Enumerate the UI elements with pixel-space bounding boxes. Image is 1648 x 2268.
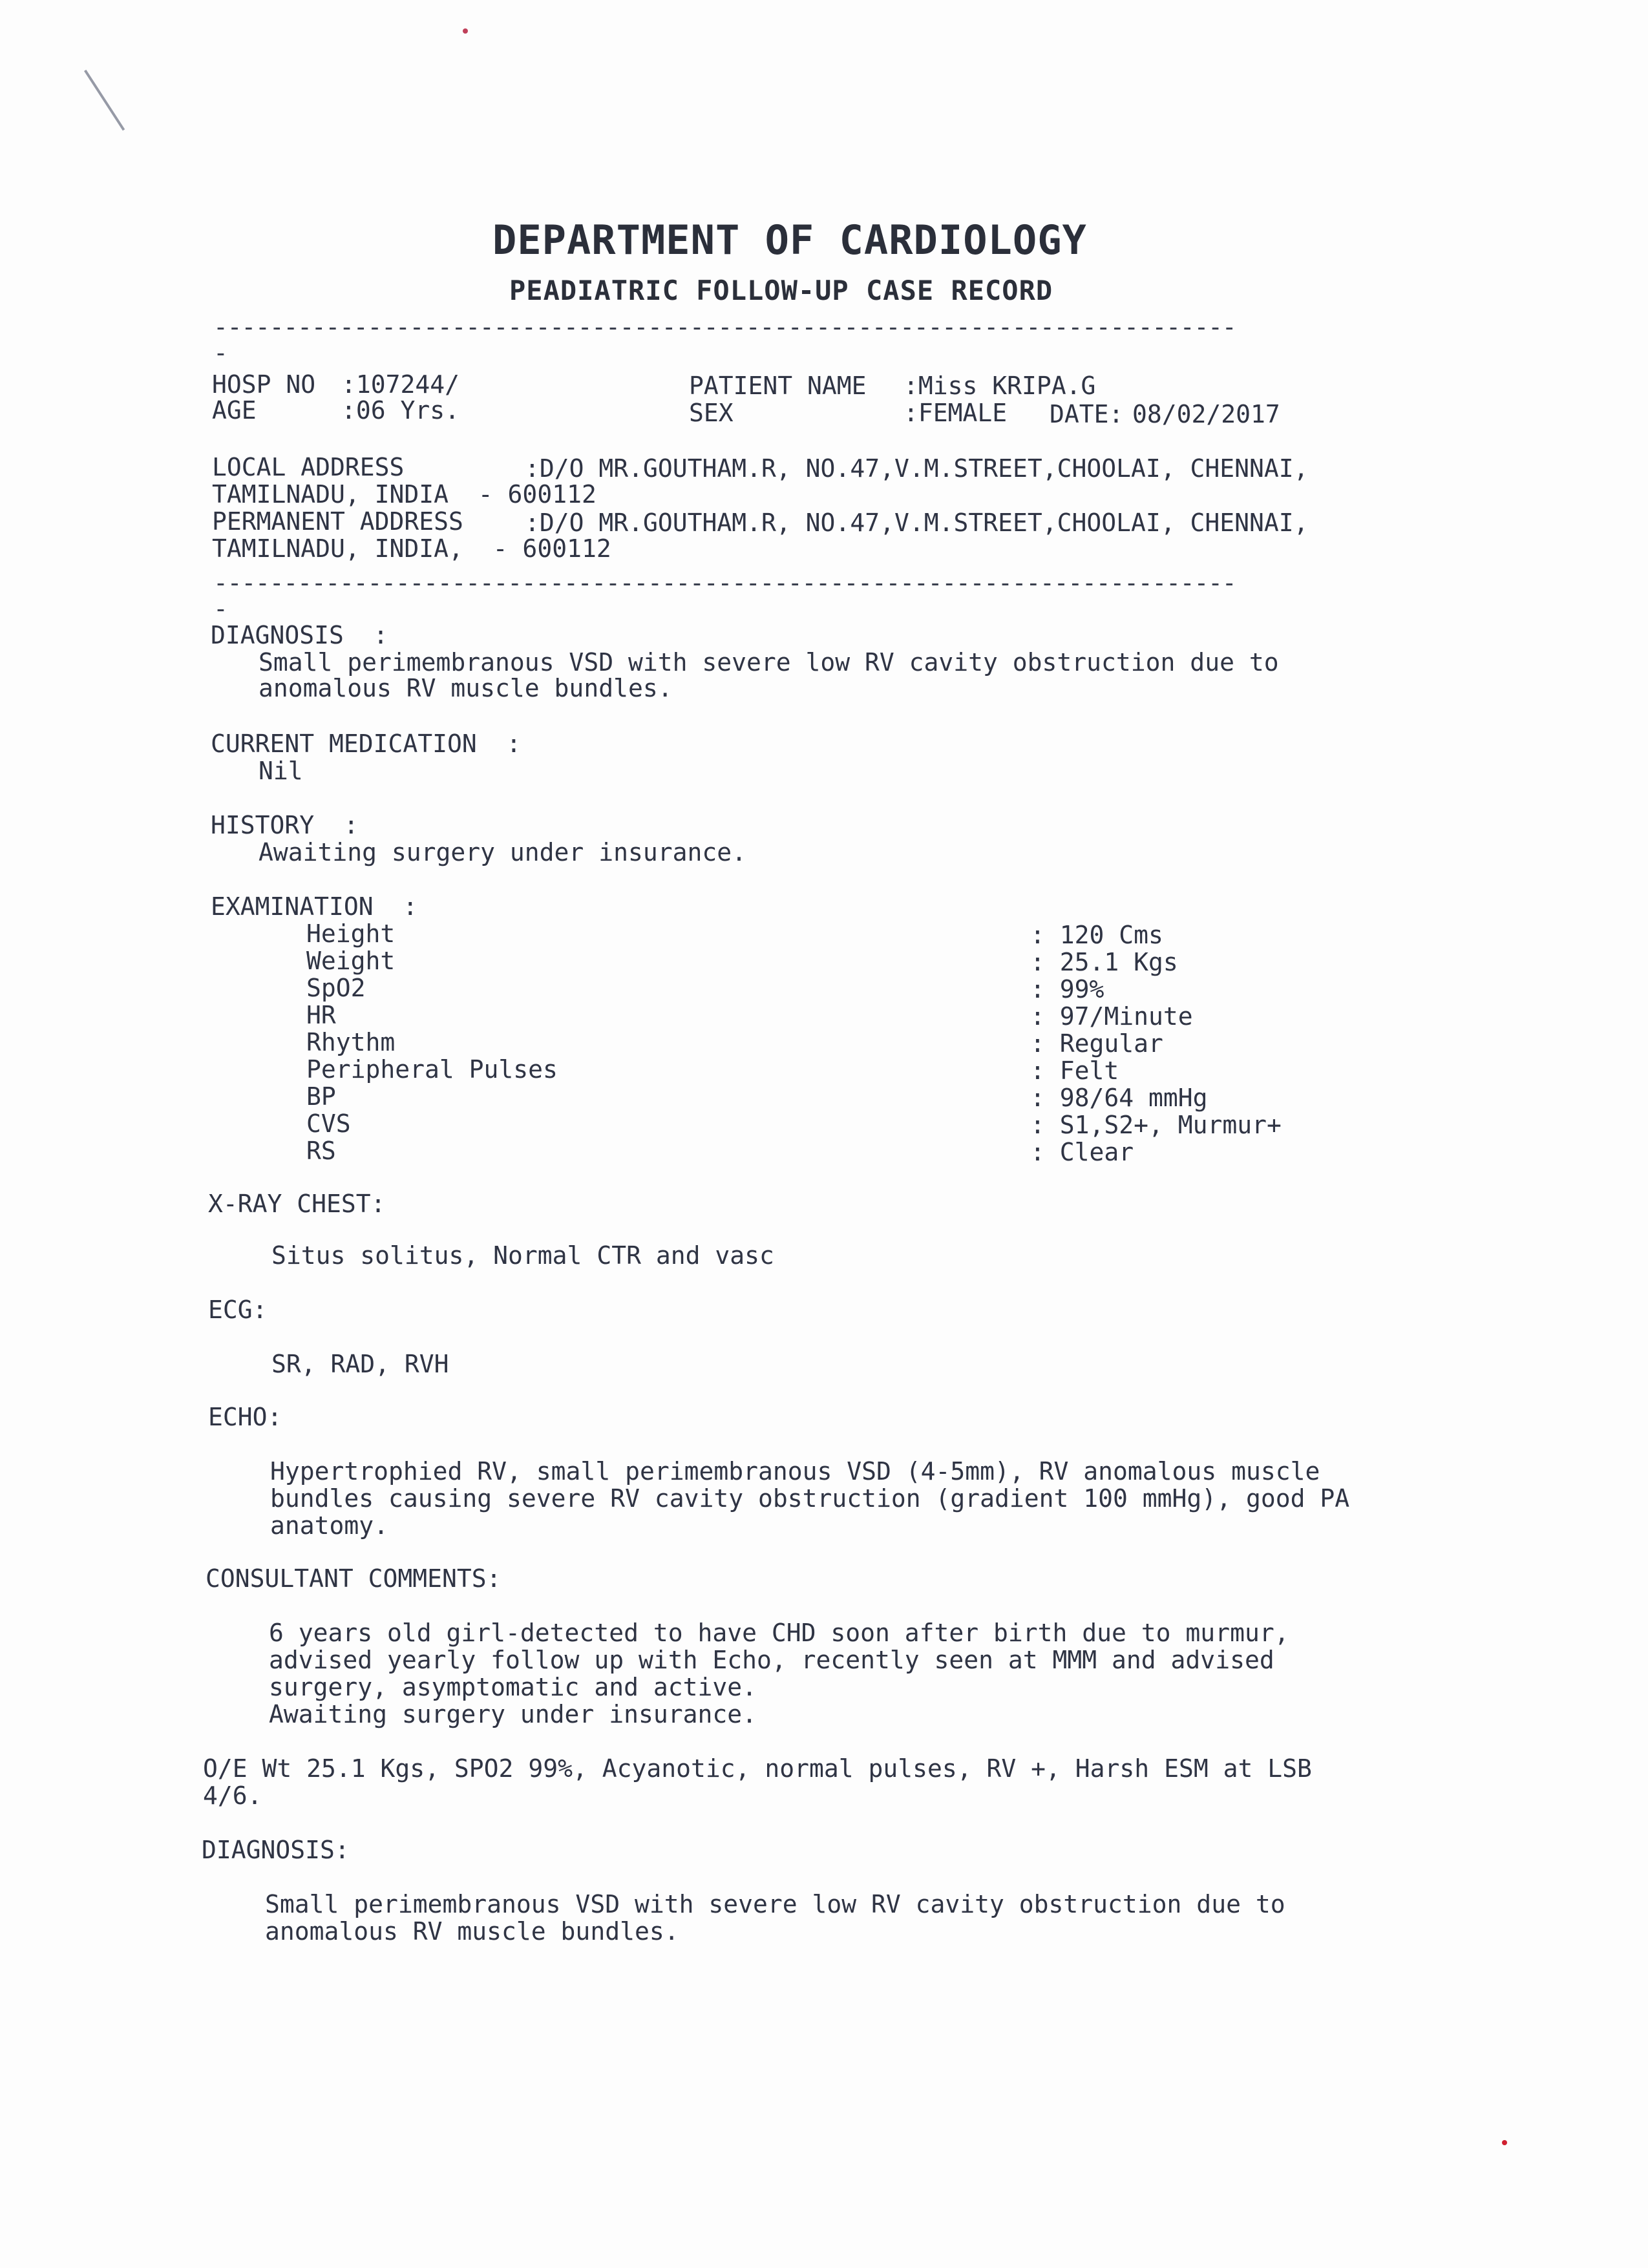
consultant-line4: Awaiting surgery under insurance. (269, 1700, 757, 1728)
medication-label: CURRENT MEDICATION : (211, 730, 522, 758)
exam-row-value: : 25.1 Kgs (1030, 948, 1178, 976)
exam-row-name: Weight (306, 947, 396, 975)
document-subtitle: PEADIATRIC FOLLOW-UP CASE RECORD (509, 275, 1053, 306)
exam-row-name: HR (306, 1001, 336, 1029)
age-value: :06 Yrs. (341, 396, 460, 425)
echo-label: ECHO: (208, 1403, 282, 1431)
exam-row-name: BP (306, 1082, 336, 1111)
local-address-line1: :D/O MR.GOUTHAM.R, NO.47,V.M.STREET,CHOOLAI, CHENNAI, (525, 454, 1309, 483)
divider-line-tail: - (213, 339, 228, 367)
history-label: HISTORY : (211, 811, 359, 839)
echo-line1: Hypertrophied RV, small perimembranous VSD (4-5mm), RV anomalous muscle (270, 1457, 1320, 1486)
exam-row-value: : S1,S2+, Murmur+ (1030, 1111, 1282, 1139)
echo-line3: anatomy. (270, 1511, 389, 1540)
ink-dot (1502, 2140, 1507, 2145)
exam-row-name: Peripheral Pulses (306, 1055, 558, 1084)
diagnosis-label: DIAGNOSIS : (211, 621, 388, 649)
exam-row-name: CVS (306, 1109, 351, 1138)
age-label: AGE (212, 396, 257, 425)
local-address-label: LOCAL ADDRESS (212, 453, 405, 481)
document-title: DEPARTMENT OF CARDIOLOGY (492, 216, 1087, 264)
date-value: 08/02/2017 (1132, 400, 1280, 428)
exam-row-name: SpO2 (306, 974, 366, 1002)
patient-name-label: PATIENT NAME (689, 372, 867, 400)
diagnosis-final-label: DIAGNOSIS: (202, 1836, 350, 1864)
exam-row-name: RS (306, 1137, 336, 1165)
exam-row-value: : Felt (1030, 1056, 1119, 1085)
divider-line: ------------------------------------------------------------------------- (213, 313, 1236, 341)
ecg-label: ECG: (208, 1296, 268, 1324)
xray-value: Situs solitus, Normal CTR and vasc (271, 1241, 774, 1270)
exam-row-value: : Regular (1030, 1029, 1163, 1058)
divider-line-tail: - (213, 594, 228, 623)
consultant-line3: surgery, asymptomatic and active. (269, 1673, 757, 1701)
diagnosis-line2: anomalous RV muscle bundles. (259, 674, 673, 702)
consultant-comments-label: CONSULTANT COMMENTS: (206, 1564, 502, 1593)
hosp-no-label: HOSP NO (212, 370, 316, 399)
echo-line2: bundles causing severe RV cavity obstruction (gradient 100 mmHg), good PA (270, 1484, 1350, 1513)
date-label: DATE: (1050, 400, 1124, 428)
ecg-value: SR, RAD, RVH (271, 1350, 449, 1378)
diagnosis-final-line1: Small perimembranous VSD with severe low RV cavity obstruction due to (265, 1890, 1285, 1918)
examination-label: EXAMINATION : (211, 892, 418, 921)
exam-row-value: : 99% (1030, 975, 1104, 1003)
permanent-address-label: PERMANENT ADDRESS (212, 507, 463, 536)
consultant-line2: advised yearly follow up with Echo, recently seen at MMM and advised (269, 1646, 1274, 1674)
oe-line2: 4/6. (203, 1781, 262, 1810)
local-address-line2: TAMILNADU, INDIA - 600112 (212, 480, 597, 509)
hosp-no-value: :107244/ (341, 370, 460, 399)
sex-value: :FEMALE (903, 399, 1008, 427)
xray-label: X-RAY CHEST: (208, 1190, 386, 1218)
consultant-line1: 6 years old girl-detected to have CHD soon after birth due to murmur, (269, 1619, 1289, 1647)
permanent-address-line2: TAMILNADU, INDIA, - 600112 (212, 534, 611, 563)
oe-line1: O/E Wt 25.1 Kgs, SPO2 99%, Acyanotic, normal pulses, RV +, Harsh ESM at LSB (203, 1754, 1312, 1783)
exam-row-value: : Clear (1030, 1138, 1134, 1166)
exam-row-name: Height (306, 919, 396, 948)
exam-row-value: : 120 Cms (1030, 921, 1163, 949)
pen-stroke-mark (84, 70, 125, 131)
exam-row-value: : 98/64 mmHg (1030, 1084, 1208, 1112)
ink-dot (463, 28, 468, 34)
patient-name-value: :Miss KRIPA.G (903, 372, 1096, 400)
sex-label: SEX (689, 399, 734, 427)
medication-value: Nil (259, 757, 303, 785)
history-value: Awaiting surgery under insurance. (259, 838, 746, 866)
diagnosis-line1: Small perimembranous VSD with severe low RV cavity obstruction due to (259, 648, 1279, 677)
permanent-address-line1: :D/O MR.GOUTHAM.R, NO.47,V.M.STREET,CHOOLAI, CHENNAI, (525, 509, 1309, 537)
exam-row-value: : 97/Minute (1030, 1002, 1193, 1031)
divider-line: ------------------------------------------------------------------------- (213, 569, 1236, 597)
diagnosis-final-line2: anomalous RV muscle bundles. (265, 1917, 679, 1946)
exam-row-name: Rhythm (306, 1028, 396, 1056)
